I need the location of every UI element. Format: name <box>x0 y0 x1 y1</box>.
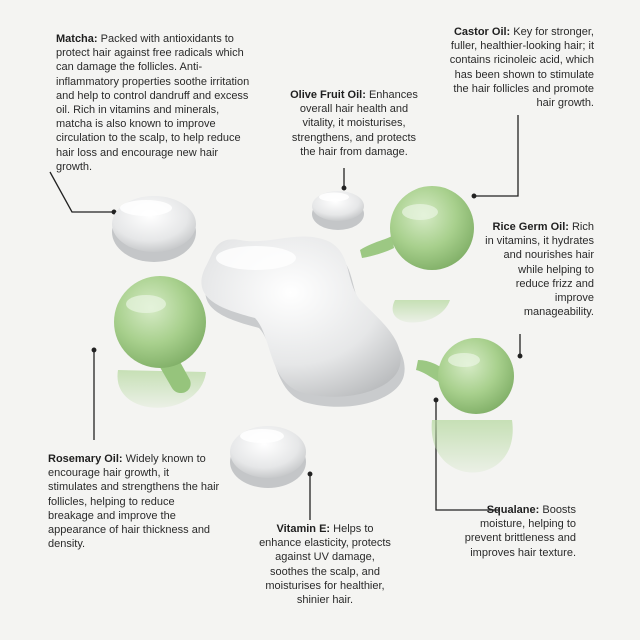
callout-matcha-text: Packed with antioxidants to protect hair against free radicals which can damage the follicles. Anti-inflammatory properties soothe irritation and help to control dandruff and excess oil. Rich in vitamins and minerals, matcha is also known to improve circulation to the scalp, to help reduce hair loss and encourage new hair growth. <box>56 33 250 173</box>
callout-olive-text: Enhances overall hair health and vitality, it moisturises, strengthens, and protects the hair from damage. <box>291 89 418 158</box>
leader-line-matcha <box>50 172 114 212</box>
callout-matcha-name: Matcha: <box>56 33 98 45</box>
callout-castor-text: Key for stronger, fuller, healthier-looking hair; it contains ricinoleic acid, which has been shown to stimulate the hair follicles and promote hair growth. <box>449 26 594 110</box>
callout-olive <box>284 88 424 159</box>
rosemary-capsule <box>114 276 206 408</box>
callout-matcha <box>56 32 252 174</box>
leader-line-castor <box>474 115 518 196</box>
callout-squalane-text: Boosts moisture, helping to prevent brittleness and improves hair texture. <box>464 504 576 559</box>
callout-vitamin-e-name: Vitamin E: <box>276 523 331 535</box>
callout-rice-germ-name: Rice Germ Oil: <box>492 221 569 233</box>
callout-squalane-name: Squalane: <box>486 504 540 516</box>
matcha-drop <box>112 196 196 262</box>
callout-vitamin-e-text: Helps to enhance elasticity, protects against UV damage, soothes the scalp, and moisturises for healthier, shinier hair. <box>259 523 391 607</box>
callout-rosemary-name: Rosemary Oil: <box>48 453 123 465</box>
callout-rosemary-text: Widely known to encourage hair growth, it stimulates and strengthens the hair follicles, helping to reduce breakage and improve the appearance of hair thickness and density. <box>48 453 220 551</box>
olive-drop <box>312 191 364 230</box>
callout-castor-name: Castor Oil: <box>453 26 511 38</box>
callout-rice-germ-text: Rich in vitamins, it hydrates and nourishes hair while helping to reduce frizz and improve manageability. <box>485 221 594 319</box>
oil-pool <box>201 237 404 407</box>
squalane-capsule <box>416 338 514 473</box>
callout-olive-name: Olive Fruit Oil: <box>290 89 366 101</box>
callout-rice-germ <box>482 220 594 319</box>
castor-capsule <box>360 186 474 323</box>
callout-castor <box>438 25 594 110</box>
callout-rosemary <box>48 452 220 551</box>
callout-squalane <box>460 503 576 560</box>
callout-vitamin-e <box>256 522 394 607</box>
vitamin-e-drop <box>230 426 306 488</box>
